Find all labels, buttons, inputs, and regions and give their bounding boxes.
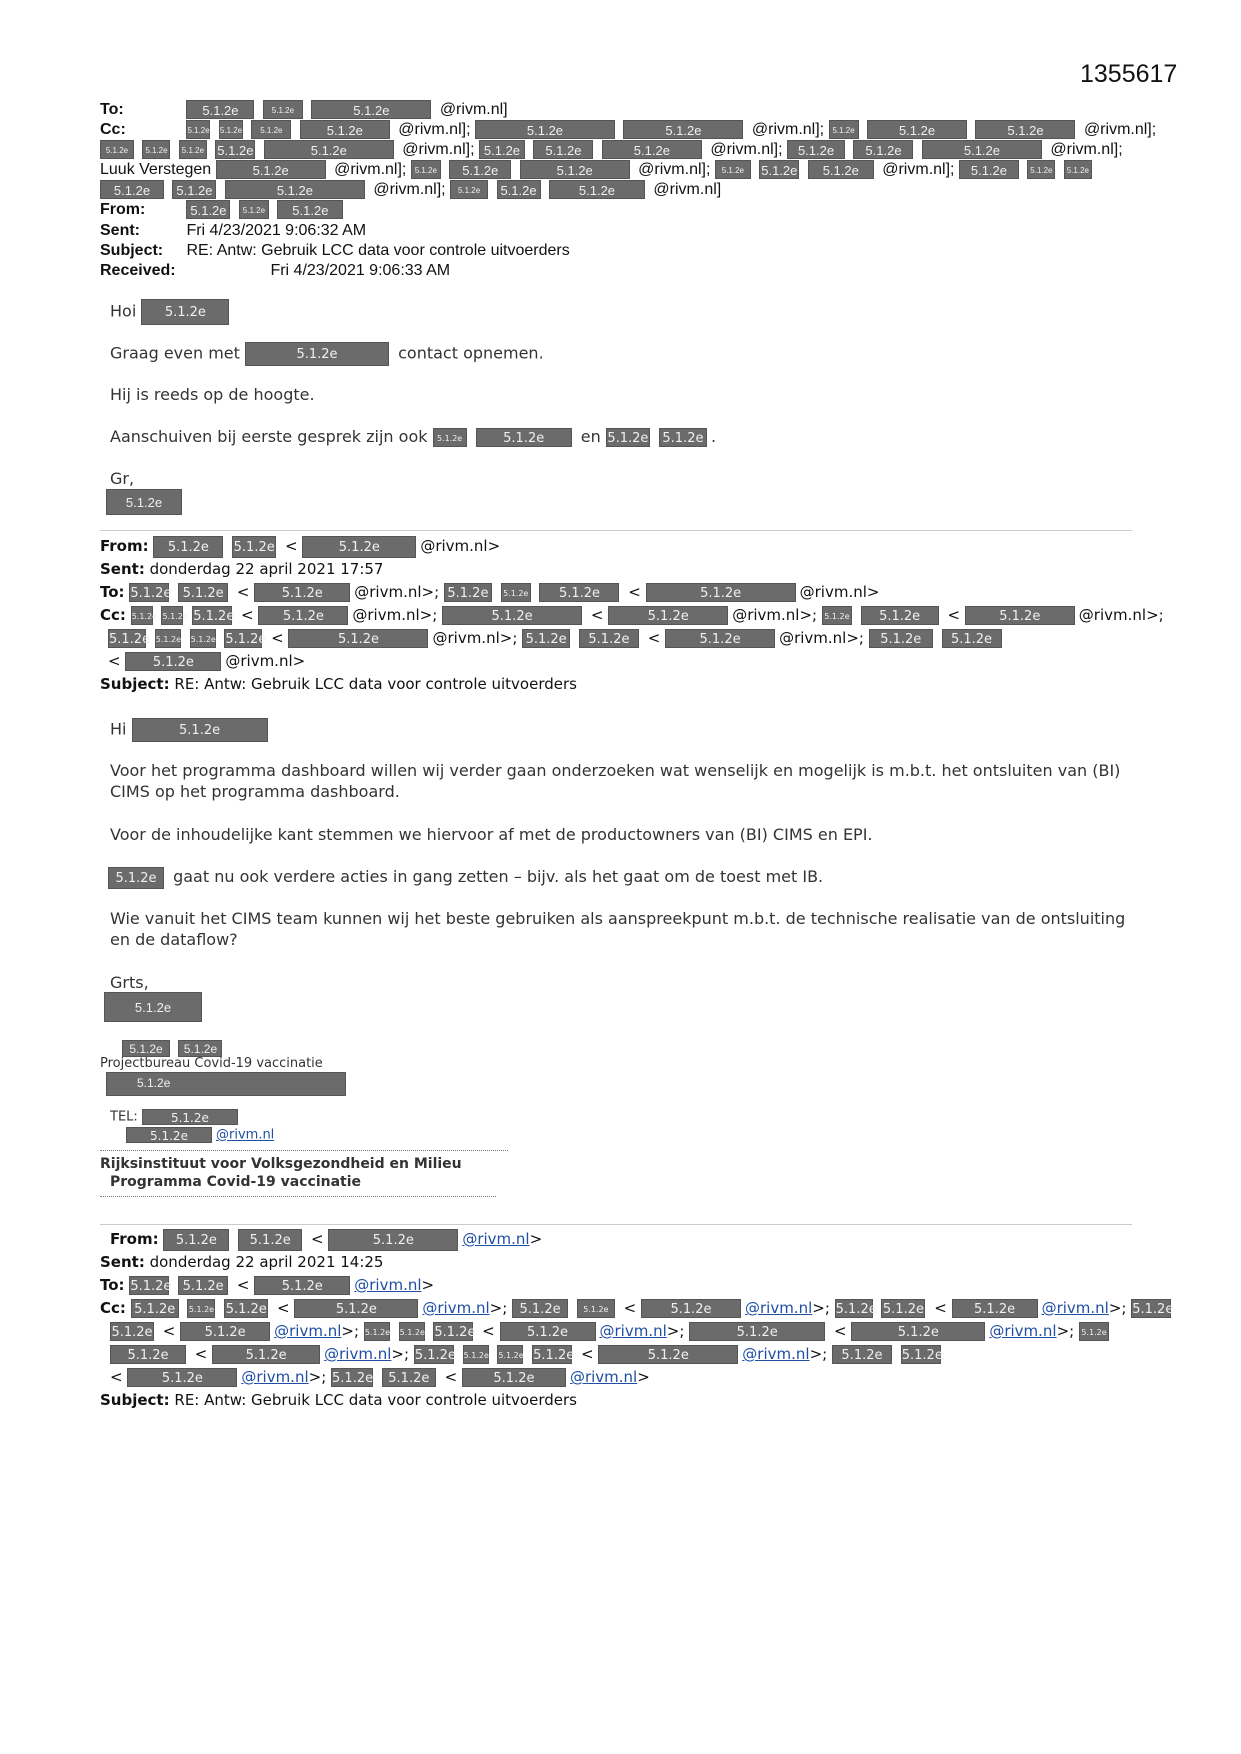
email-domain: @rivm.nl]; (1050, 141, 1123, 158)
redaction: 5.1.2e (522, 629, 570, 648)
redaction: 5.1.2e (300, 120, 390, 139)
redaction: 5.1.2e (759, 160, 799, 179)
redaction: 5.1.2e (264, 140, 394, 159)
redaction: 5.1.2e (1131, 1299, 1171, 1318)
redaction: 5.1.2e (294, 1299, 418, 1318)
redaction: 5.1.2e (187, 1299, 215, 1318)
email1-sent-row (100, 221, 366, 241)
redaction: 5.1.2e (192, 606, 232, 625)
redaction: 5.1.2e (463, 1345, 489, 1364)
sent-label: Sent: (100, 560, 145, 578)
redaction: 5.1.2e (263, 100, 303, 119)
redaction: 5.1.2e (125, 652, 221, 671)
bracket: < (271, 629, 284, 647)
redaction: 5.1.2e (258, 606, 348, 625)
redaction: 5.1.2e (829, 120, 859, 139)
redaction: 5.1.2e (539, 583, 619, 602)
email2-para2: Voor de inhoudelijke kant stemmen we hiervoor af met de productowners van (BI) CIMS en EPI. (110, 825, 873, 844)
bracket: > (421, 1276, 435, 1294)
redaction: 5.1.2e (501, 583, 531, 602)
redaction: 5.1.2e (328, 1229, 458, 1251)
bracket: < (444, 1368, 458, 1386)
bracket: < (647, 629, 661, 647)
email-domain: @rivm.nl]; (402, 141, 475, 158)
email2-sent-row (100, 558, 383, 581)
email1-cc-row-4 (100, 180, 721, 200)
bracket: >; (391, 1345, 410, 1363)
body-text: . (710, 427, 717, 446)
redaction: 5.1.2e (861, 606, 939, 625)
bracket: < (310, 1230, 324, 1248)
redaction: 5.1.2e (787, 140, 845, 159)
email3-subject-row (100, 1389, 577, 1412)
redaction: 5.1.2e (835, 1299, 873, 1318)
redaction: 5.1.2e (131, 606, 153, 625)
email-domain: @rivm.nl]; (638, 161, 711, 178)
bracket: < (236, 1276, 250, 1294)
redaction: 5.1.2e (153, 536, 223, 558)
redaction: 5.1.2e (215, 140, 255, 159)
email1-signoff: Gr, (110, 469, 135, 488)
email-link[interactable]: @rivm.nl (989, 1322, 1057, 1340)
email-domain: @rivm.nl> (420, 537, 501, 555)
redaction: 5.1.2e (100, 180, 164, 199)
redaction: 5.1.2e (1027, 160, 1055, 179)
email2-para1: Voor het programma dashboard willen wij verder gaan onderzoeken wat wenselijk en mogelijk is m.b.t. het ontsluiten van (BI) CIMS op het programma dashboard. (110, 761, 1121, 801)
signature-email-row (126, 1127, 274, 1143)
redaction: 5.1.2e (129, 1276, 169, 1295)
email-link[interactable]: @rivm.nl (241, 1368, 309, 1386)
bracket: < (284, 537, 298, 555)
to-label: To: (100, 101, 124, 118)
email-link[interactable]: @rivm.nl (744, 1299, 813, 1317)
received-label: Received: (100, 262, 176, 279)
email-domain: @rivm.nl> (225, 652, 306, 670)
redaction: 5.1.2e (444, 583, 492, 602)
redaction: 5.1.2e (533, 140, 593, 159)
redaction: 5.1.2e (178, 1040, 222, 1057)
redaction: 5.1.2e (161, 606, 183, 625)
signature-department: Projectbureau Covid-19 vaccinatie (100, 1056, 323, 1071)
email-domain: @rivm.nl]; (398, 121, 471, 138)
subject-label: Subject: (100, 242, 164, 259)
email3-cc-row-1 (100, 1297, 1175, 1320)
email-link[interactable]: @rivm.nl (599, 1322, 667, 1340)
email1-to-row (100, 100, 508, 120)
redaction: 5.1.2e (311, 100, 431, 119)
email1-line2: Hij is reeds op de hoogte. (110, 385, 315, 404)
bracket: >; (489, 1299, 508, 1317)
redaction: 5.1.2e (245, 342, 389, 366)
bracket: < (580, 1345, 594, 1363)
redaction: 5.1.2e (869, 629, 933, 648)
subject-label: Subject: (100, 1391, 170, 1409)
bracket: < (110, 1368, 123, 1386)
greeting-text: Hoi (110, 301, 137, 321)
to-label: To: (100, 1276, 125, 1294)
redaction: 5.1.2e (433, 428, 467, 447)
bracket: < (162, 1322, 176, 1340)
redaction: 5.1.2e (497, 180, 541, 199)
signature-tel-row (110, 1109, 242, 1125)
email2-cc-row-2 (108, 627, 1006, 650)
bracket: < (590, 606, 604, 624)
redaction: 5.1.2e (598, 1345, 738, 1364)
bracket: < (628, 583, 641, 601)
redaction: 5.1.2e (922, 140, 1042, 159)
email3-cc-row-4 (110, 1366, 650, 1389)
bracket: >; (812, 1299, 830, 1317)
bracket: < (482, 1322, 495, 1340)
redaction: 5.1.2e (251, 120, 291, 139)
body-text: contact opnemen. (398, 343, 544, 363)
bracket: < (947, 606, 961, 624)
redaction: 5.1.2e (178, 1276, 228, 1295)
sent-label: Sent: (100, 1253, 145, 1271)
sent-value: donderdag 22 april 2021 17:57 (149, 560, 384, 578)
bracket: < (108, 652, 121, 670)
email1-cc-row-1 (100, 120, 1156, 140)
email-link[interactable]: @rivm.nl (1041, 1299, 1109, 1317)
email3-from-row (110, 1228, 542, 1251)
email-domain: @rivm.nl>; (354, 583, 440, 601)
body-text: gaat nu ook verdere acties in gang zetten – bijv. als het gaat om de toest met IB. (173, 867, 824, 886)
redaction: 5.1.2e (577, 1299, 615, 1318)
to-label: To: (100, 583, 125, 601)
redaction: 5.1.2e (881, 1299, 925, 1318)
redaction: 5.1.2e (942, 629, 1002, 648)
redaction: 5.1.2e (623, 120, 743, 139)
redaction: 5.1.2e (225, 180, 365, 199)
redaction: 5.1.2e (411, 160, 441, 179)
redaction: 5.1.2e (659, 428, 707, 447)
email-domain: @rivm.nl>; (779, 629, 864, 647)
redaction: 5.1.2e (450, 180, 488, 199)
redaction: 5.1.2e (608, 606, 728, 625)
redaction: 5.1.2e (965, 606, 1075, 625)
cc-person-name: Luuk Verstegen (100, 161, 212, 178)
redaction: 5.1.2e (364, 1322, 390, 1341)
email-domain: @rivm.nl]; (373, 181, 446, 198)
org-program: Programma Covid-19 vaccinatie (110, 1174, 362, 1190)
redaction: 5.1.2e (219, 120, 243, 139)
redaction: 5.1.2e (399, 1322, 425, 1341)
redaction: 5.1.2e (126, 1127, 212, 1143)
email3-to-row (100, 1274, 434, 1297)
email-link[interactable]: @rivm.nl (742, 1345, 810, 1363)
email-domain: @rivm.nl]; (710, 141, 783, 158)
bracket: < (833, 1322, 847, 1340)
redaction: 5.1.2e (132, 718, 268, 742)
redaction: 5.1.2e (832, 1345, 892, 1364)
subject-value: RE: Antw: Gebruik LCC data voor controle uitvoerders (186, 242, 570, 259)
bracket: < (194, 1345, 208, 1363)
bracket: >; (666, 1322, 685, 1340)
redaction: 5.1.2e (232, 536, 276, 558)
email2-cc-row-3 (108, 650, 305, 673)
redaction: 5.1.2e (1079, 1322, 1109, 1341)
cc-label: Cc: (100, 121, 126, 138)
redaction: 5.1.2e (186, 200, 230, 219)
sent-value: donderdag 22 april 2021 14:25 (149, 1253, 384, 1271)
redaction: 5.1.2e (462, 1368, 566, 1387)
redaction: 5.1.2e (142, 140, 170, 159)
bracket: > (529, 1230, 543, 1248)
redaction: 5.1.2e (224, 629, 262, 648)
email3-sent-row (100, 1251, 383, 1274)
redaction: 5.1.2e (100, 140, 134, 159)
document-number: 1355617 (1080, 60, 1178, 88)
redaction: 5.1.2e (512, 1299, 568, 1318)
email2-cc-row-1 (100, 604, 1164, 627)
redaction: 5.1.2e (867, 120, 967, 139)
sent-label: Sent: (100, 222, 140, 239)
email2-signoff: Grts, (110, 973, 149, 992)
redaction: 5.1.2e (122, 1040, 170, 1057)
redaction: 5.1.2e (224, 1299, 268, 1318)
redaction: 5.1.2e (131, 1299, 179, 1318)
redaction: 5.1.2e (172, 180, 216, 199)
redaction: 5.1.2e (532, 1345, 572, 1364)
redaction: 5.1.2e (853, 140, 913, 159)
separator (100, 530, 1132, 531)
redaction: 5.1.2e (822, 606, 852, 625)
redaction: 5.1.2e (212, 1345, 320, 1364)
redaction: 5.1.2e (129, 583, 169, 602)
body-text: en (580, 427, 601, 446)
from-label: From: (100, 537, 149, 555)
bracket: >; (1108, 1299, 1127, 1317)
email-link[interactable]: @rivm.nl (422, 1299, 490, 1317)
tel-label: TEL: (110, 1109, 138, 1125)
redaction: 5.1.2e (254, 583, 350, 602)
email2-greeting (110, 718, 272, 742)
redaction: 5.1.2e (254, 1276, 350, 1295)
redaction: 5.1.2e (238, 1229, 302, 1251)
body-text: Graag even met (110, 343, 240, 363)
redaction: 5.1.2e (433, 1322, 473, 1341)
redaction: 5.1.2e (302, 536, 416, 558)
signature-email-link[interactable]: @rivm.nl (216, 1127, 275, 1143)
greeting-text: Hi (110, 719, 127, 739)
email1-received-row (100, 261, 450, 281)
email2-from-row (100, 535, 500, 558)
from-label: From: (110, 1230, 159, 1248)
subject-label: Subject: (100, 675, 170, 693)
dotted-separator (100, 1150, 508, 1151)
redaction: 5.1.2e (186, 100, 254, 119)
redaction: 5.1.2e (665, 629, 775, 648)
bracket: < (236, 583, 250, 601)
email2-subject-row (100, 673, 577, 696)
redaction: 5.1.2e (475, 120, 615, 139)
email3-cc-row-3 (110, 1343, 945, 1366)
redaction: 5.1.2e (715, 160, 751, 179)
redaction: 5.1.2e (442, 606, 582, 625)
body-text: Aanschuiven bij eerste gesprek zijn ook (110, 427, 428, 446)
redaction: 5.1.2e (178, 583, 228, 602)
redaction: 5.1.2e (288, 629, 428, 648)
redaction: 5.1.2e (277, 200, 343, 219)
redaction: 5.1.2e (108, 867, 164, 889)
redaction: 5.1.2e (142, 1109, 238, 1125)
email-link[interactable]: @rivm.nl (274, 1322, 342, 1340)
subject-value: RE: Antw: Gebruik LCC data voor controle uitvoerders (174, 1391, 577, 1409)
redaction: 5.1.2e (579, 629, 639, 648)
redaction: 5.1.2e (476, 428, 572, 447)
redaction: 5.1.2e (901, 1345, 941, 1364)
email-link[interactable]: @rivm.nl (324, 1345, 392, 1363)
redaction: 5.1.2e (190, 629, 216, 648)
redaction: 5.1.2e (239, 200, 269, 219)
email1-cc-row-3 (100, 160, 1096, 180)
email-domain: @rivm.nl>; (352, 606, 438, 624)
email-domain: @rivm.nl]; (882, 161, 955, 178)
redaction: 5.1.2e (163, 1229, 229, 1251)
redaction: 5.1.2e (141, 299, 229, 325)
email3-cc-row-2 (110, 1320, 1113, 1343)
bracket: < (623, 1299, 637, 1317)
sent-value: Fri 4/23/2021 9:06:32 AM (186, 222, 367, 239)
email1-subject-row (100, 241, 570, 261)
redaction: 5.1.2e (216, 160, 326, 179)
redaction: 5.1.2e (108, 629, 146, 648)
from-label: From: (100, 201, 146, 218)
email-link[interactable]: @rivm.nl (354, 1276, 422, 1294)
email-domain: @rivm.nl>; (432, 629, 518, 647)
redaction: 5.1.2e (179, 140, 207, 159)
dotted-separator (100, 1196, 496, 1197)
email2-para4: Wie vanuit het CIMS team kunnen wij het beste gebruiken als aanspreekpunt m.b.t. de technische realisatie van de ontsluiting en de dataflow? (110, 909, 1126, 949)
redaction: 5.1.2e (106, 489, 182, 515)
email-domain: @rivm.nl] (439, 101, 508, 118)
redaction: 5.1.2e (110, 1345, 186, 1364)
separator (100, 1224, 1132, 1225)
redaction: 5.1.2e (180, 1322, 270, 1341)
subject-value: RE: Antw: Gebruik LCC data voor controle uitvoerders (174, 675, 577, 693)
redaction: 5.1.2e (959, 160, 1019, 179)
redaction: 5.1.2e (952, 1299, 1038, 1318)
redaction: 5.1.2e (186, 120, 210, 139)
redaction: 5.1.2e (520, 160, 630, 179)
email-domain: @rivm.nl>; (732, 606, 818, 624)
redaction: 5.1.2e (331, 1368, 373, 1387)
redaction: 5.1.2e (106, 1072, 346, 1096)
bracket: >; (341, 1322, 360, 1340)
redaction: 5.1.2e (500, 1322, 596, 1341)
redaction: 5.1.2e (110, 1322, 154, 1341)
email-domain: @rivm.nl> (799, 583, 880, 601)
redaction: 5.1.2e (155, 629, 181, 648)
bracket: >; (809, 1345, 828, 1363)
redaction: 5.1.2e (641, 1299, 741, 1318)
email1-signature (106, 489, 186, 515)
bracket: < (277, 1299, 290, 1317)
email-domain: @rivm.nl]; (751, 121, 825, 138)
email-link[interactable]: @rivm.nl (569, 1368, 638, 1386)
redaction: 5.1.2e (127, 1368, 237, 1387)
email1-from-row (100, 200, 347, 220)
email1-cc-row-2 (100, 140, 1123, 160)
email1-line3 (110, 426, 716, 447)
email2-signature-title (106, 1072, 350, 1096)
redaction: 5.1.2e (382, 1368, 436, 1387)
redaction: 5.1.2e (606, 428, 650, 447)
bracket: >; (308, 1368, 327, 1386)
org-name: Rijksinstituut voor Volksgezondheid en Milieu (100, 1156, 462, 1172)
bracket: < (934, 1299, 947, 1317)
redaction: 5.1.2e (497, 1345, 523, 1364)
redaction: 5.1.2e (646, 583, 796, 602)
bracket: >; (1056, 1322, 1075, 1340)
email-link[interactable]: @rivm.nl (462, 1230, 530, 1248)
email-domain: @rivm.nl] (653, 181, 722, 198)
bracket: < (241, 606, 254, 624)
redaction: 5.1.2e (414, 1345, 454, 1364)
email1-line1 (110, 342, 544, 366)
received-value: Fri 4/23/2021 9:06:33 AM (270, 262, 451, 279)
redaction: 5.1.2e (808, 160, 874, 179)
redaction: 5.1.2e (851, 1322, 985, 1341)
redaction: 5.1.2e (449, 160, 511, 179)
email2-to-row (100, 581, 879, 604)
email-domain: @rivm.nl]; (1083, 121, 1157, 138)
email2-signature-name (104, 992, 206, 1022)
redaction: 5.1.2e (104, 992, 202, 1022)
bracket: > (637, 1368, 650, 1386)
redaction: 5.1.2e (1064, 160, 1092, 179)
email2-para3 (108, 866, 1128, 889)
email-domain: @rivm.nl>; (1078, 606, 1164, 624)
redaction: 5.1.2e (602, 140, 702, 159)
cc-label: Cc: (100, 1299, 126, 1317)
redaction: 5.1.2e (975, 120, 1075, 139)
email1-greeting (110, 299, 233, 325)
redaction: 5.1.2e (549, 180, 645, 199)
redaction: 5.1.2e (689, 1322, 825, 1341)
email-domain: @rivm.nl]; (334, 161, 407, 178)
redaction: 5.1.2e (479, 140, 525, 159)
cc-label: Cc: (100, 606, 126, 624)
